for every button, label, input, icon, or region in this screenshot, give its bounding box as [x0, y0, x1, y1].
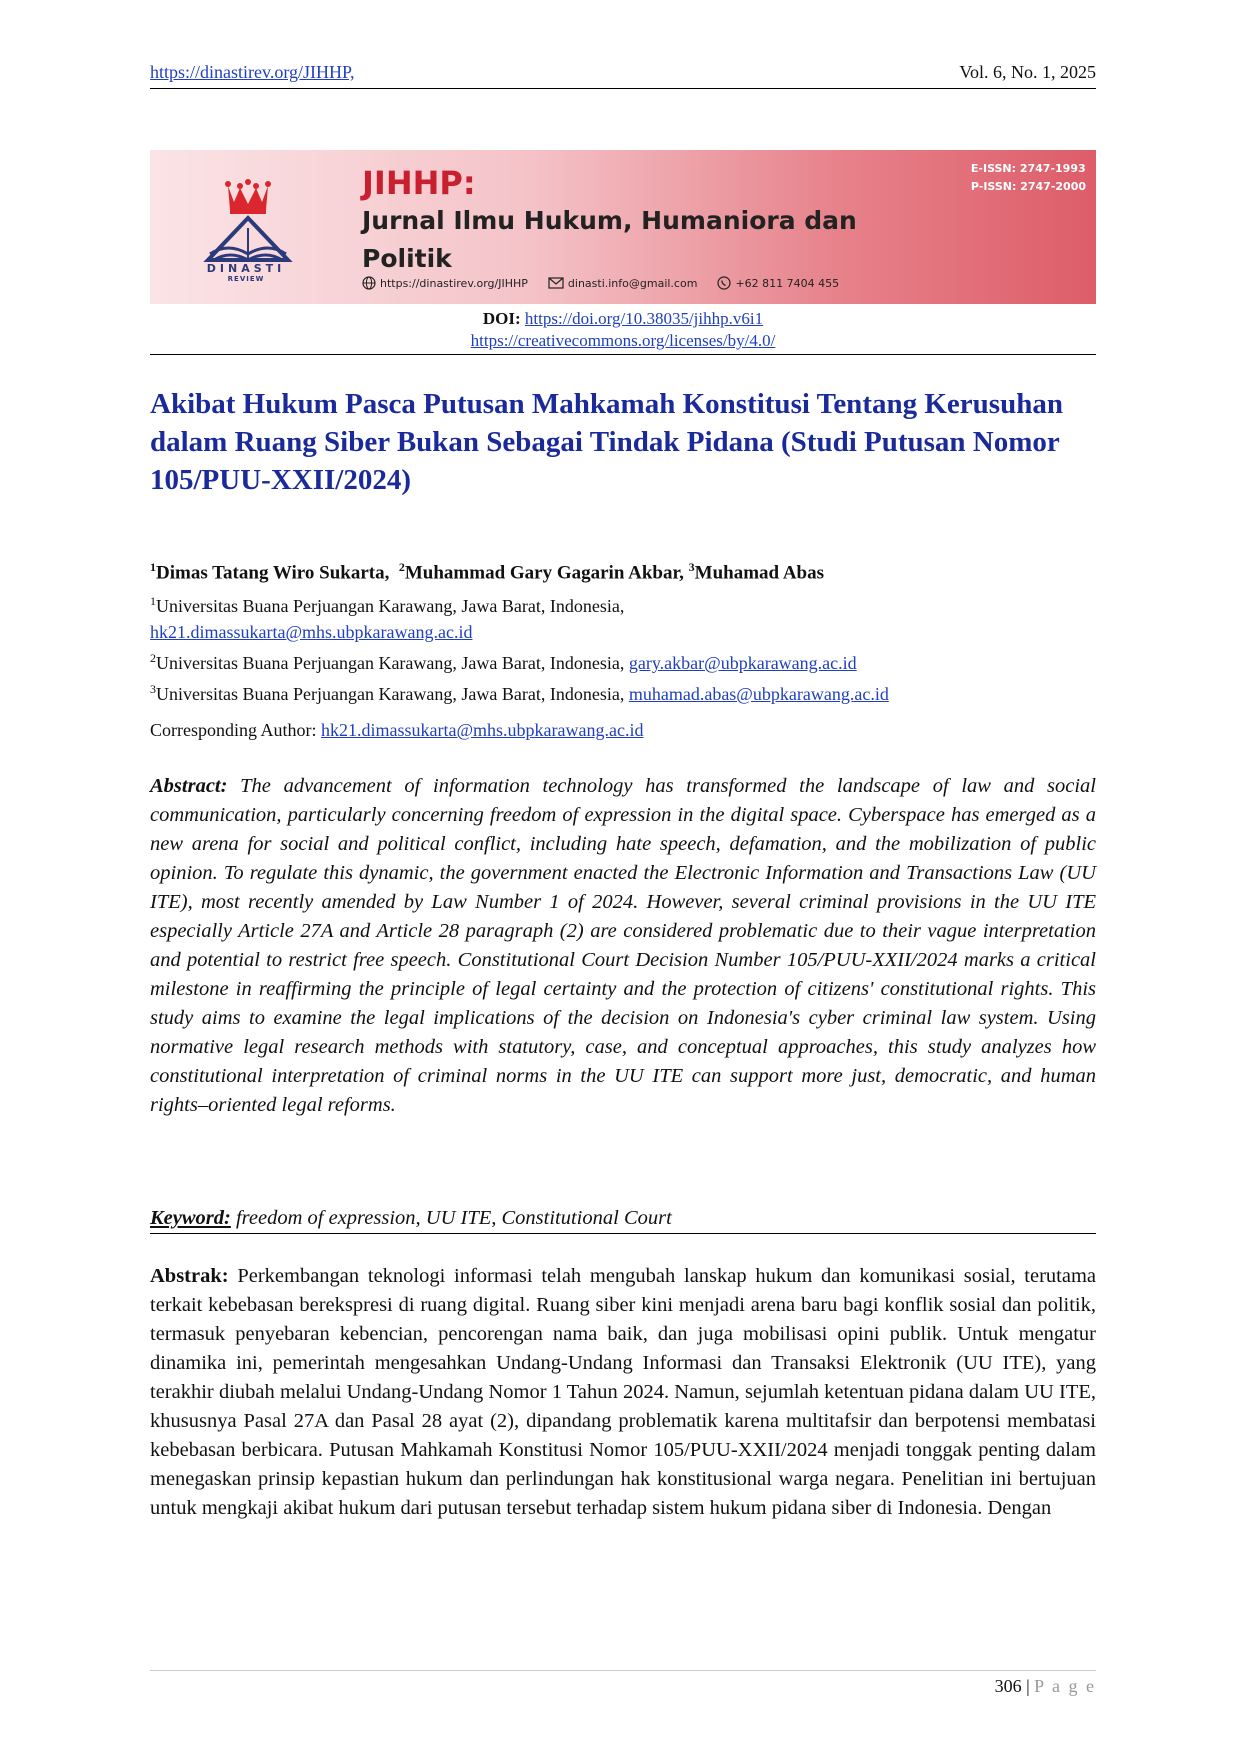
- doi-label: DOI:: [482, 309, 521, 328]
- page-number-value: 306: [994, 1676, 1022, 1696]
- logo-sub: REVIEW: [227, 275, 265, 283]
- article-title: Akibat Hukum Pasca Putusan Mahkamah Konstitusi Tentang Kerusuhan dalam Ruang Siber Bukan Sebagai Tindak Pidana (Studi Putusan Nomor 105/PUU-XXII/2024): [150, 388, 1063, 496]
- footer-divider: [150, 1670, 1096, 1671]
- journal-url-link[interactable]: https://dinastirev.org/JIHHP,: [150, 62, 355, 82]
- author-name: Dimas Tatang Wiro Sukarta,: [156, 562, 390, 584]
- doi-link[interactable]: https://doi.org/10.38035/jihhp.v6i1: [524, 309, 764, 328]
- affiliation-1: $^1$Universitas Buana Perjuangan Karawang, Jawa Barat, Indonesia,: [150, 594, 625, 616]
- abstrak: [150, 1262, 1096, 1523]
- issn-block: [971, 160, 1086, 196]
- phone-text: +62 811 7404 455: [735, 276, 840, 290]
- affiliation-3: $^3$Universitas Buana Perjuangan Karawang, Jawa Barat, Indonesia, muhamad.abas@ubpkarawang.ac.id: [150, 682, 889, 704]
- author-list: [150, 560, 1096, 584]
- author-sup: 2: [398, 560, 405, 574]
- abstract-text: The advancement of information technology has transformed the landscape of law and social communication, particularly concerning freedom of expression in the digital space. Cyberspace has emerged as a new arena for social and political conflict, including hate speech, defamation, and the mobilization of public opinion. To regulate this dynamic, the government enacted the Electronic Information and Transactions Law (UU ITE), most recently amended by Law Number 1 of 2024. However, several criminal provisions in the UU ITE especially Article 27A and Article 28 paragraph (2) are considered problematic due to their vague interpretation and potential to restrict free speech. Constitutional Court Decision Number 105/PUU-XXII/2024 marks a critical milestone in reaffirming the principle of legal certainty and the protection of citizens' constitutional rights. This study aims to examine the legal implications of the decision on Indonesia's cyber criminal law system. Using normative legal research methods with statutory, case, and conceptual approaches, this study analyzes how constitutional interpretation of criminal norms in the UU ITE can support more just, democratic, and human rights–oriented legal reforms.: [150, 775, 1097, 1116]
- logo-wordmark: [190, 262, 302, 283]
- abstrak-label: Abstrak:: [150, 1265, 229, 1287]
- keyword-text: freedom of expression, UU ITE, Constitutional Court: [235, 1207, 672, 1229]
- author-name: Muhamad Abas: [694, 562, 825, 584]
- volume-info: Vol. 6, No. 1, 2025: [959, 62, 1096, 82]
- affiliation-email-1[interactable]: hk21.dimassukarta@mhs.ubpkarawang.ac.id: [150, 622, 473, 642]
- running-header: [150, 60, 1096, 89]
- page-separator: |: [1026, 1676, 1030, 1696]
- affiliation-email-3[interactable]: muhamad.abas@ubpkarawang.ac.id: [628, 684, 889, 704]
- e-issn: E-ISSN: 2747-1993: [970, 162, 1086, 175]
- page-label: P a g e: [1034, 1676, 1096, 1696]
- corresponding-author: [150, 720, 1096, 741]
- logo-name: DINASTI: [206, 262, 286, 275]
- affiliation-list: [150, 588, 1096, 707]
- contact-row: [362, 276, 839, 290]
- globe-icon: [362, 276, 376, 290]
- journal-banner: [150, 150, 1096, 304]
- p-issn: P-ISSN: 2747-2000: [970, 180, 1086, 193]
- envelope-icon: [548, 277, 564, 289]
- whatsapp-icon: [717, 276, 731, 290]
- journal-name: Jurnal Ilmu Hukum, Humaniora dan Politik: [362, 206, 857, 273]
- corresponding-label: Corresponding Author:: [150, 720, 317, 740]
- affiliation-email-2[interactable]: gary.akbar@ubpkarawang.ac.id: [628, 653, 857, 673]
- keyword-line: [150, 1207, 1096, 1234]
- doi-block: [150, 308, 1096, 355]
- affiliation-2: $^2$Universitas Buana Perjuangan Karawang, Jawa Barat, Indonesia, gary.akbar@ubpkarawang.ac.id: [150, 651, 857, 673]
- corresponding-email[interactable]: hk21.dimassukarta@mhs.ubpkarawang.ac.id: [321, 720, 644, 740]
- page-number: [995, 1676, 1096, 1697]
- website-text: https://dinastirev.org/JIHHP: [380, 276, 528, 290]
- author-sup: 1: [150, 560, 156, 574]
- license-link[interactable]: https://creativecommons.org/licenses/by/4.0/: [470, 331, 776, 350]
- keyword-label: Keyword:: [150, 1207, 231, 1229]
- abstrak-text: Perkembangan teknologi informasi telah mengubah lanskap hukum dan komunikasi sosial, terutama terkait kebebasan berekspresi di ruang digital. Ruang siber kini menjadi arena baru bagi konflik sosial dan politik, termasuk penyebaran kebencian, pencorengan nama baik, dan juga mobilisasi opini publik. Untuk mengatur dinamika ini, pemerintah mengesahkan Undang-Undang Informasi dan Transaksi Elektronik (UU ITE), yang terakhir diubah melalui Undang-Undang Nomor 1 Tahun 2024. Namun, sejumlah ketentuan pidana dalam UU ITE, khususnya Pasal 27A dan Pasal 28 ayat (2), dipandang problematik karena multitafsir dan berpotensi membatasi kebebasan berbicara. Putusan Mahkamah Konstitusi Nomor 105/PUU-XXII/2024 menjadi tonggak penting dalam menegaskan prinsip kepastian hukum dan perlindungan hak konstitusional warga negara. Penelitian ini bertujuan untuk mengkaji akibat hukum dari putusan tersebut terhadap sistem hukum pidana siber di Indonesia. Dengan: [150, 1265, 1096, 1519]
- author-sup: 3: [688, 560, 695, 574]
- abstract: [150, 772, 1096, 1120]
- website-contact: [362, 276, 528, 290]
- author-name: Muhammad Gary Gagarin Akbar,: [404, 562, 684, 584]
- abstract-label: Abstract:: [150, 775, 228, 797]
- journal-abbreviation: JIHHP:: [362, 164, 476, 202]
- phone-contact: [717, 276, 839, 290]
- email-text: dinasti.info@gmail.com: [567, 276, 698, 290]
- email-contact: [548, 277, 698, 290]
